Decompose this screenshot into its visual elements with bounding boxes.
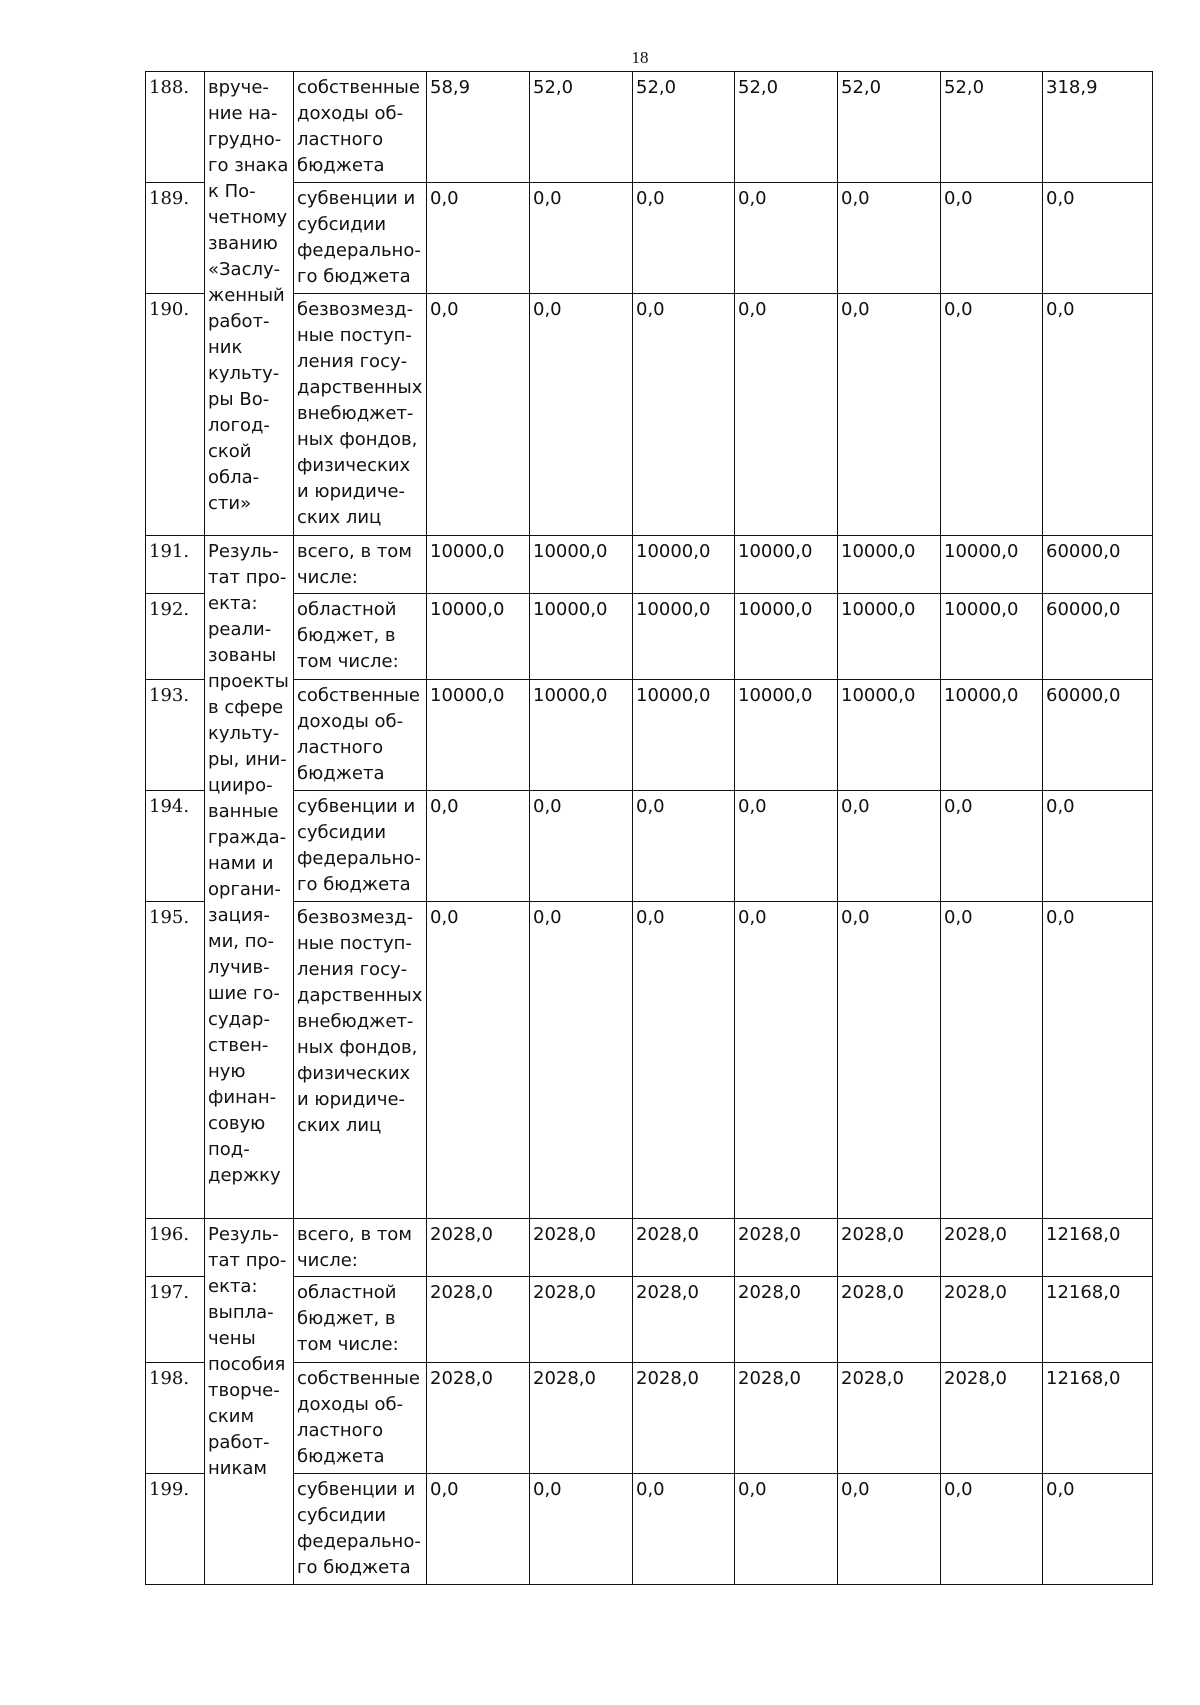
total-cell: 0,0 [1043,902,1153,1219]
total-cell: 12168,0 [1043,1277,1153,1363]
row-number: 194. [146,791,205,902]
value-cell: 2028,0 [633,1219,735,1277]
row-number: 189. [146,183,205,294]
value-cell: 2028,0 [941,1277,1043,1363]
value-cell: 10000,0 [427,536,530,594]
value-cell: 10000,0 [735,536,838,594]
value-cell: 0,0 [633,183,735,294]
value-cell: 52,0 [530,72,633,183]
row-number: 190. [146,294,205,536]
budget-table-body [146,72,1153,1585]
value-cell: 10000,0 [838,680,941,791]
table-row [146,1363,1153,1474]
value-cell: 10000,0 [838,594,941,680]
page-number: 18 [631,48,649,67]
funding-source: субвенции и субсидии федерально- го бюджета [294,791,427,902]
value-cell: 0,0 [941,1474,1043,1585]
value-cell: 10000,0 [633,594,735,680]
value-cell: 0,0 [941,294,1043,536]
funding-source: собственные доходы об- ластного бюджета [294,72,427,183]
row-number: 191. [146,536,205,594]
value-cell: 0,0 [735,902,838,1219]
row-number: 197. [146,1277,205,1363]
event-name: вруче- ние на- грудно- го знака к По- четному званию «Заслу- женный работ- ник культу- ры Во- логод- ской обла- сти» [205,72,294,536]
value-cell: 2028,0 [530,1277,633,1363]
value-cell: 0,0 [530,294,633,536]
value-cell: 2028,0 [633,1277,735,1363]
value-cell: 10000,0 [941,536,1043,594]
table-row [146,594,1153,680]
value-cell: 2028,0 [838,1277,941,1363]
row-number: 195. [146,902,205,1219]
value-cell: 0,0 [633,1474,735,1585]
value-cell: 0,0 [838,902,941,1219]
value-cell: 10000,0 [838,536,941,594]
value-cell: 2028,0 [735,1219,838,1277]
total-cell: 318,9 [1043,72,1153,183]
funding-source: безвозмезд- ные поступ- ления госу- дарственных внебюджет- ных фондов, физических и юридиче- ских лиц [294,902,427,1219]
funding-source: собственные доходы об- ластного бюджета [294,680,427,791]
table-row [146,680,1153,791]
value-cell: 0,0 [838,1474,941,1585]
total-cell: 60000,0 [1043,680,1153,791]
value-cell: 2028,0 [838,1219,941,1277]
value-cell: 0,0 [427,183,530,294]
value-cell: 0,0 [530,183,633,294]
value-cell: 10000,0 [427,680,530,791]
funding-source: субвенции и субсидии федерально- го бюджета [294,183,427,294]
value-cell: 2028,0 [941,1363,1043,1474]
table-row [146,72,1153,183]
value-cell: 0,0 [530,791,633,902]
funding-source: всего, в том числе: [294,1219,427,1277]
value-cell: 52,0 [633,72,735,183]
value-cell: 2028,0 [427,1277,530,1363]
table-row [146,902,1153,1219]
value-cell: 0,0 [633,791,735,902]
value-cell: 10000,0 [735,594,838,680]
total-cell: 0,0 [1043,183,1153,294]
value-cell: 52,0 [941,72,1043,183]
table-row [146,1219,1153,1277]
row-number: 193. [146,680,205,791]
value-cell: 0,0 [735,791,838,902]
row-number: 198. [146,1363,205,1474]
row-number: 188. [146,72,205,183]
value-cell: 0,0 [427,1474,530,1585]
total-cell: 0,0 [1043,791,1153,902]
funding-source: собственные доходы об- ластного бюджета [294,1363,427,1474]
event-name: Резуль- тат про- екта: реали- зованы проекты в сфере культу- ры, ини- цииро- ванные гражда- нами и органи- зация- ми, по- лучив- шие го- судар- ствен- ную финан- совую под- держку [205,536,294,1219]
funding-source: безвозмезд- ные поступ- ления госу- дарственных внебюджет- ных фондов, физических и юридиче- ских лиц [294,294,427,536]
funding-source: областной бюджет, в том числе: [294,594,427,680]
funding-source: субвенции и субсидии федерально- го бюджета [294,1474,427,1585]
value-cell: 2028,0 [427,1363,530,1474]
value-cell: 0,0 [735,1474,838,1585]
value-cell: 2028,0 [735,1277,838,1363]
value-cell: 10000,0 [530,536,633,594]
value-cell: 2028,0 [633,1363,735,1474]
table-row [146,536,1153,594]
value-cell: 0,0 [941,183,1043,294]
value-cell: 0,0 [941,791,1043,902]
value-cell: 10000,0 [941,594,1043,680]
value-cell: 10000,0 [427,594,530,680]
value-cell: 0,0 [735,294,838,536]
event-name: Резуль- тат про- екта: выпла- чены пособия творче- ским работ- никам [205,1219,294,1585]
total-cell: 12168,0 [1043,1219,1153,1277]
table-row [146,1474,1153,1585]
total-cell: 0,0 [1043,1474,1153,1585]
total-cell: 60000,0 [1043,536,1153,594]
table-row [146,1277,1153,1363]
value-cell: 10000,0 [941,680,1043,791]
value-cell: 0,0 [427,791,530,902]
value-cell: 0,0 [838,183,941,294]
value-cell: 52,0 [735,72,838,183]
value-cell: 0,0 [530,902,633,1219]
value-cell: 0,0 [633,294,735,536]
value-cell: 2028,0 [530,1363,633,1474]
value-cell: 0,0 [427,294,530,536]
total-cell: 0,0 [1043,294,1153,536]
row-number: 192. [146,594,205,680]
value-cell: 10000,0 [633,536,735,594]
value-cell: 52,0 [838,72,941,183]
funding-source: областной бюджет, в том числе: [294,1277,427,1363]
row-number: 196. [146,1219,205,1277]
value-cell: 58,9 [427,72,530,183]
value-cell: 2028,0 [941,1219,1043,1277]
table-row [146,183,1153,294]
value-cell: 2028,0 [838,1363,941,1474]
table-row [146,294,1153,536]
value-cell: 10000,0 [530,594,633,680]
budget-table [145,71,1153,1585]
table-row [146,791,1153,902]
value-cell: 10000,0 [633,680,735,791]
total-cell: 60000,0 [1043,594,1153,680]
value-cell: 0,0 [530,1474,633,1585]
value-cell: 10000,0 [530,680,633,791]
value-cell: 2028,0 [427,1219,530,1277]
value-cell: 0,0 [838,294,941,536]
value-cell: 2028,0 [530,1219,633,1277]
value-cell: 0,0 [633,902,735,1219]
row-number: 199. [146,1474,205,1585]
total-cell: 12168,0 [1043,1363,1153,1474]
value-cell: 0,0 [941,902,1043,1219]
value-cell: 0,0 [838,791,941,902]
value-cell: 0,0 [427,902,530,1219]
funding-source: всего, в том числе: [294,536,427,594]
value-cell: 2028,0 [735,1363,838,1474]
value-cell: 10000,0 [735,680,838,791]
value-cell: 0,0 [735,183,838,294]
